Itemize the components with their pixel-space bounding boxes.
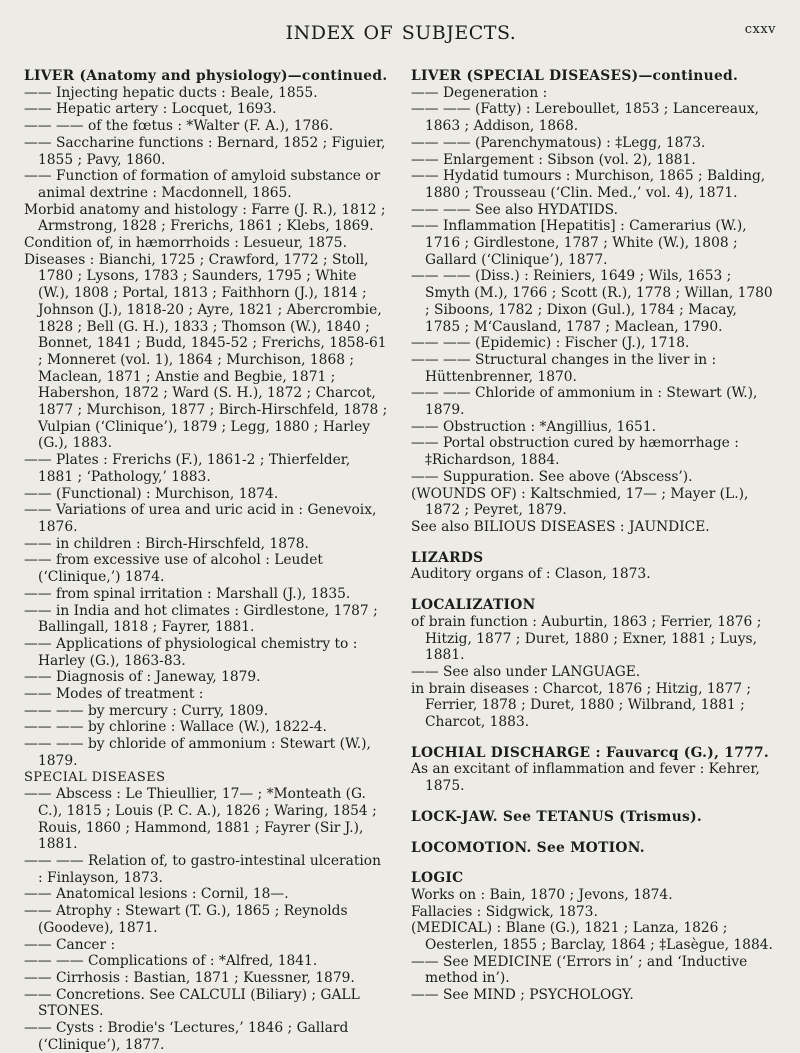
index-entry: (MEDICAL) : Blane (G.), 1821 ; Lanza, 1826 ; Oesterlen, 1855 ; Barclay, 1864 ; ‡Lasègue, 1884. — [411, 920, 773, 954]
index-entry: —— Applications of physiological chemistry to : Harley (G.), 1863-83. — [24, 635, 358, 669]
page-title: INDEX OF SUBJECTS. — [285, 22, 517, 44]
index-entry: —— in India and hot climates : Girdlestone, 1787 ; Ballingall, 1818 ; Fayrer, 1881. — [24, 602, 378, 636]
spacer — [411, 731, 776, 745]
index-entry: —— from spinal irritation : Marshall (J.), 1835. — [24, 585, 351, 602]
index-entry: —— —— of the fœtus : *Walter (F. A.), 1786. — [24, 118, 334, 135]
index-entry: —— —— Structural changes in the liver in : Hüttenbrenner, 1870. — [411, 351, 717, 385]
index-entry: —— Obstruction : *Angillius, 1651. — [411, 418, 656, 435]
spacer — [411, 583, 776, 597]
index-entry: —— See also under LANGUAGE. — [411, 663, 641, 680]
index-entry: —— Concretions. See CALCULI (Biliary) ; GALL STONES. — [24, 986, 360, 1020]
index-entry: —— Variations of urea and uric acid in : Genevoix, 1876. — [24, 502, 377, 535]
index-entry: Condition of, in hæmorrhoids : Lesueur, 1875. — [24, 235, 347, 252]
index-entry: —— Suppuration. See above (‘Abscess’). — [411, 468, 693, 485]
index-entry: Auditory organs of : Clason, 1873. — [411, 566, 651, 583]
index-entry: Morbid anatomy and histology : Farre (J. R.), 1812 ; Armstrong, 1828 ; Frerichs, 1861 ; Klebs, 1869. — [24, 201, 386, 235]
index-entry: —— —— by chlorine : Wallace (W.), 1822-4. — [24, 719, 327, 736]
index-entry: —— —— by mercury : Curry, 1809. — [24, 702, 269, 719]
index-entry: —— Cancer : — [24, 936, 116, 953]
index-entry: Diseases : Bianchi, 1725 ; Crawford, 1772 ; Stoll, 1780 ; Lysons, 1783 ; Saunders, 1795 ; White (W.), 1808 ; Portal, 1813 ; Faithhorn (J.), 1814 ; Johnson (J.), 1818-20 ; Ayre, 1821 ; Abercrombie, 1828 ; Bell (G. H.), 1833 ; Thomson (W.), 1840 ; Bonnet, 1841 ; Budd, 1845-52 ; Frerichs, 1858-61 ; Monneret (vol. 1), 1864 ; Murchison, 1868 ; Maclean, 1871 ; Anstie and Begbie, 1871 ; Habershon, 1872 ; Ward (S. H.), 1872 ; Charcot, 1877 ; Murchison, 1877 ; Birch-Hirschfeld, 1878 ; Vulpian (‘Clinique’), 1879 ; Legg, 1880 ; Harley (G.), 1883. — [24, 251, 388, 452]
index-heading: LIVER (SPECIAL DISEASES)—continued. — [411, 68, 739, 84]
index-entry: —— —— (Diss.) : Reiniers, 1649 ; Wils, 1653 ; Smyth (M.), 1766 ; Scott (R.), 1778 ; Willan, 1780 ; Siboons, 1782 ; Dixon (Gul.), 1784 ; Macay, 1785 ; M‘Causland, 1787 ; Maclean, 1790. — [411, 268, 773, 335]
index-entry: —— —— See also HYDATIDS. — [411, 201, 619, 218]
index-entry: Fallacies : Sidgwick, 1873. — [411, 903, 598, 920]
index-entry: As an excitant of inflammation and fever : Kehrer, 1875. — [411, 761, 760, 795]
index-heading: LIVER (Anatomy and physiology)—continued. — [24, 68, 388, 84]
index-entry: —— See MIND ; PSYCHOLOGY. — [411, 987, 634, 1004]
index-entry: —— Diagnosis of : Janeway, 1879. — [24, 669, 261, 686]
index-subheading: SPECIAL DISEASES — [24, 769, 166, 785]
index-entry: Works on : Bain, 1870 ; Jevons, 1874. — [411, 886, 673, 903]
index-entry: —— Anatomical lesions : Cornil, 18—. — [24, 886, 289, 903]
spacer — [411, 856, 776, 870]
index-heading: LOGIC — [411, 870, 464, 887]
page-header — [24, 0, 778, 44]
index-entry: —— Hepatic artery : Locquet, 1693. — [24, 101, 277, 118]
index-entry: See also BILIOUS DISEASES : JAUNDICE. — [411, 518, 710, 535]
index-heading: LOCOMOTION. See MOTION. — [411, 839, 645, 856]
index-entry: (WOUNDS OF) : Kaltschmied, 17— ; Mayer (L.), 1872 ; Peyret, 1879. — [411, 485, 749, 519]
index-entry: —— —— Relation of, to gastro-intestinal ulceration : Finlayson, 1873. — [24, 853, 381, 886]
index-entry: —— Inflammation [Hepatitis] : Camerarius (W.), 1716 ; Girdlestone, 1787 ; White (W.), 1808 ; Gallard (‘Clinique’), 1877. — [411, 218, 747, 268]
index-entry: —— Portal obstruction cured by hæmorrhage : ‡Richardson, 1884. — [411, 435, 739, 469]
index-heading: LOCHIAL DISCHARGE : Fauvarcq (G.), 1777. — [411, 744, 770, 761]
spacer — [411, 795, 776, 809]
index-entry: —— Plates : Frerichs (F.), 1861-2 ; Thierfelder, 1881 ; ‘Pathology,’ 1883. — [24, 452, 351, 485]
index-entry: —— Atrophy : Stewart (T. G.), 1865 ; Reynolds (Goodeve), 1871. — [24, 903, 348, 936]
index-entry: —— Degeneration : — [411, 84, 548, 101]
index-entry: —— Injecting hepatic ducts : Beale, 1855. — [24, 84, 318, 101]
index-entry: —— Enlargement : Sibson (vol. 2), 1881. — [411, 151, 696, 168]
index-entry: —— —— (Epidemic) : Fischer (J.), 1718. — [411, 335, 690, 352]
index-entry: —— in children : Birch-Hirschfeld, 1878. — [24, 535, 309, 552]
spacer — [411, 826, 776, 840]
index-heading: LOCALIZATION — [411, 597, 536, 614]
index-entry: —— See MEDICINE (‘Errors in’ ; and ‘Inductive method in’). — [411, 953, 748, 987]
index-entry: —— (Functional) : Murchison, 1874. — [24, 485, 279, 502]
index-entry: —— Hydatid tumours : Murchison, 1865 ; Balding, 1880 ; Trousseau (‘Clin. Med.,’ vol. 4), 1871. — [411, 168, 766, 201]
index-entry: —— —— by chloride of ammonium : Stewart (W.), 1879. — [24, 736, 371, 769]
index-entry: —— Cirrhosis : Bastian, 1871 ; Kuessner, 1879. — [24, 969, 355, 986]
index-entry: of brain function : Auburtin, 1863 ; Ferrier, 1876 ; Hitzig, 1877 ; Duret, 1880 ; Exner, 1881 ; Luys, 1881. — [411, 613, 762, 664]
page-number: cxxv — [744, 22, 776, 37]
index-entry: —— Saccharine functions : Bernard, 1852 ; Figuier, 1855 ; Pavy, 1860. — [24, 134, 386, 168]
index-entry: —— Function of formation of amyloid substance or animal dextrine : Macdonnell, 1865. — [24, 168, 381, 201]
spacer — [411, 536, 776, 550]
left-column — [24, 68, 389, 1053]
index-heading: LIZARDS — [411, 549, 484, 566]
index-entry: —— Modes of treatment : — [24, 686, 204, 703]
index-entry: —— —— (Fatty) : Lereboullet, 1853 ; Lancereaux, 1863 ; Addison, 1868. — [411, 101, 760, 135]
index-entry: —— Cysts : Brodie's ‘Lectures,’ 1846 ; Gallard (‘Clinique’), 1877. — [24, 1020, 349, 1053]
index-entry: —— —— (Parenchymatous) : ‡Legg, 1873. — [411, 134, 706, 151]
index-heading: LOCK-JAW. See TETANUS (Trismus). — [411, 808, 703, 825]
index-entry: in brain diseases : Charcot, 1876 ; Hitzig, 1877 ; Ferrier, 1878 ; Duret, 1880 ; Wilbrand, 1881 ; Charcot, 1883. — [411, 680, 752, 731]
index-entry: —— from excessive use of alcohol : Leudet (‘Clinique,’) 1874. — [24, 552, 323, 586]
index-entry: —— —— Chloride of ammonium in : Stewart (W.), 1879. — [411, 385, 758, 419]
index-entry: —— Abscess : Le Thieullier, 17— ; *Monteath (G. C.), 1815 ; Louis (P. C. A.), 1826 ; Waring, 1854 ; Rouis, 1860 ; Hammond, 1881 ; Fayrer (Sir J.), 1881. — [24, 786, 377, 853]
index-columns — [24, 68, 778, 1053]
index-entry: —— —— Complications of : *Alfred, 1841. — [24, 953, 318, 970]
right-column — [411, 68, 776, 1053]
